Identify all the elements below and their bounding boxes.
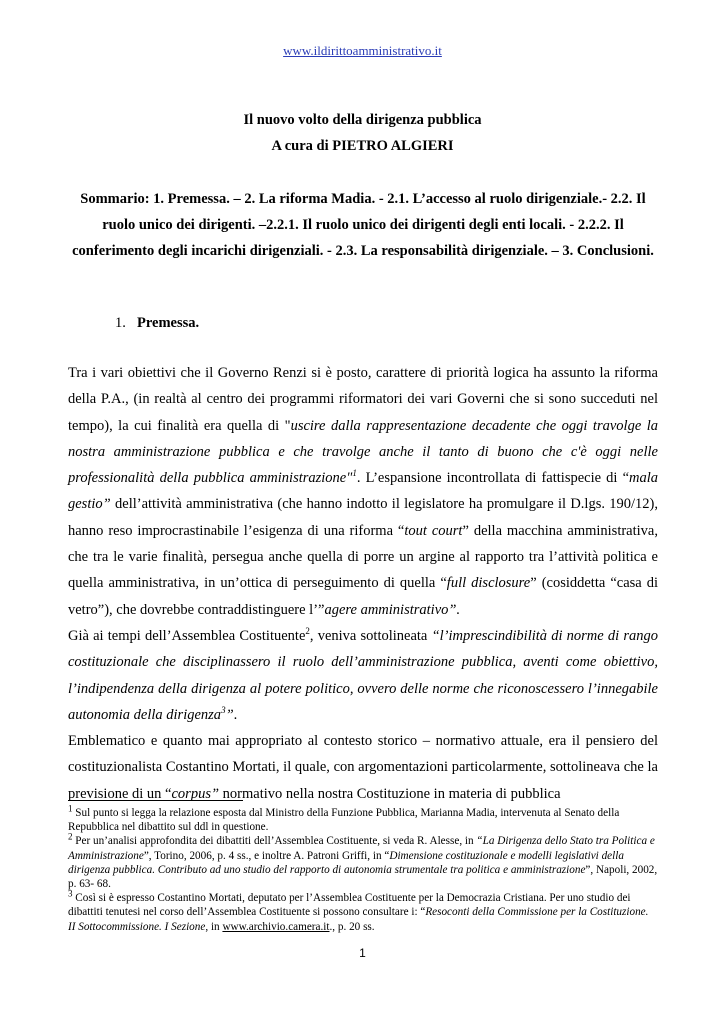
footnote-italic: “La Dirigenza dello Stato tra Politica e Amministrazione: [68, 835, 655, 862]
footnote: [68, 831, 658, 891]
footnote-ref[interactable]: 2: [305, 626, 310, 637]
section-number: 1.: [115, 315, 126, 331]
summary: [68, 186, 658, 264]
text-run: ” (cosiddetta “casa di vetro”), che dovrebbe contraddistinguere l’”: [68, 575, 659, 618]
paragraph: [68, 360, 658, 623]
footnote-text: Per un’analisi approfondita dei dibattiti dell’Assemblea Costituente, si veda R. Alesse, in: [72, 835, 477, 848]
italic-term: mala gestio”: [68, 470, 658, 513]
header-url-link[interactable]: www.ildirittoamministrativo.it: [283, 43, 442, 58]
footnote-italic: Dimensione costituzionale e modelli legislativi della dirigenza pubblica. Contributo ad uno studio del rapporto di autonomia strumentale tra politica e amministrazione: [68, 849, 624, 876]
footnotes: [68, 803, 658, 934]
text-run: Emblematico e quanto mai appropriato al contesto storico – normativo attuale, era il pensiero del costituzionalista Costantino Mortati, il quale, con argomentazioni particolarmente, sottolineava che la previsione di un “: [68, 733, 658, 802]
document-author: A cura di PIETRO ALGIERI: [271, 138, 454, 154]
footnote: [68, 803, 658, 834]
footnote: [68, 888, 658, 934]
text-run: dell’attività amministrativa (che hanno indotto il legislatore ha promulgare il D.lgs. 190/12), hanno reso improcrastinabile l’esigenza di una riforma “: [68, 496, 658, 539]
section-heading: [115, 315, 199, 332]
summary-line: conferimento degli incarichi dirigenziali. - 2.3. La responsabilità dirigenziale. – 3. Conclusioni.: [72, 243, 654, 259]
italic-quote: “l’imprescindibilità di norme di rango costituzionale che disciplinassero il ruolo dell’amministrazione pubblica, aventi come obiettivo, l’indipendenza della dirigenza al potere politico, ovvero delle norme che riconoscessero l’innegabile autonomia della dirigenza: [68, 627, 658, 723]
footnote-ref[interactable]: 3: [221, 705, 226, 716]
italic-term: full disclosure: [446, 575, 531, 592]
archive-link[interactable]: www.archivio.camera.it: [222, 920, 330, 933]
italic-quote: ”: [225, 706, 234, 723]
italic-quote: uscire dalla rappresentazione decadente che oggi travolge la nostra amministrazione pubblica e che travolge anche il tanto di buono che c'è oggi nelle professionalità della pubblica amministrazione": [68, 417, 658, 487]
text-run: Già ai tempi dell’Assemblea Costituente: [68, 627, 306, 644]
footnote-text: , in: [205, 920, 223, 933]
footnote-text: ., p. 20 ss.: [329, 920, 375, 933]
paragraph: [68, 623, 658, 728]
page-number: 1: [359, 946, 366, 960]
italic-term: corpus”: [171, 785, 220, 802]
italic-term: agere amministrativo”.: [324, 601, 461, 618]
body-text: [68, 360, 658, 807]
footnote-text: ”, Napoli, 2002, p. 63- 68.: [68, 863, 658, 891]
page-header: [0, 43, 725, 59]
footnote-text: Così si è espresso Costantino Mortati, deputato per l’Assemblea Costituente per la Democrazia Cristiana. Per uno studio dei dibattiti tenutesi nel corso dell’Assemblea Costituente si possono consultare i: “: [68, 892, 631, 919]
text-run: normativo nella nostra Costituzione in materia di pubblica: [219, 785, 561, 802]
footnote-number: 1: [68, 803, 73, 814]
text-run: , veniva sottolineata: [309, 627, 432, 644]
footnote-number: 3: [68, 888, 73, 899]
section-title: Premessa.: [137, 315, 200, 331]
text-run: ” della macchina amministrativa, che tra le varie finalità, persegua anche quella di porre un argine al rapporto tra l’attività politica e quella amministrativa, in un’ottica di perseguimento di quella “: [68, 522, 658, 592]
italic-term: tout court: [404, 522, 463, 539]
summary-line: Sommario: 1. Premessa. – 2. La riforma Madia. - 2.1. L’accesso al ruolo dirigenziale.- 2.2. Il: [80, 191, 646, 207]
summary-line: ruolo unico dei dirigenti. –2.2.1. Il ruolo unico dei dirigenti degli enti locali. - 2.2.2. Il: [102, 217, 624, 233]
footnote-italic: Resoconti della Commissione per la Costituzione. II Sottocommissione. I Sezione: [68, 906, 649, 933]
text-run: Tra i vari obiettivi che il Governo Renzi si è posto, carattere di priorità logica ha assunto la riforma della P.A., (in realtà al centro dei programmi riformatori dei vari Governi che si sono succeduti nel tempo), la cui finalità era quella di ": [68, 365, 658, 434]
footnote-text: ”, Torino, 2006, p. 4 ss., e inoltre A. Patroni Griffi, in “: [143, 849, 390, 862]
paragraph: [68, 728, 658, 807]
document-title: Il nuovo volto della dirigenza pubblica: [243, 112, 482, 128]
footnote-text: Sul punto si legga la relazione esposta dal Ministro della Funzione Pubblica, Marianna Madia, intervenuta al Senato della Repubblica nel dibattito sul ddl in questione.: [68, 807, 620, 834]
text-run: . L’espansione incontrollata di fattispecie di “: [356, 470, 629, 487]
text-run: .: [233, 706, 238, 723]
footnote-divider: [68, 800, 243, 801]
footnote-ref[interactable]: 1: [352, 468, 357, 479]
footnote-number: 2: [68, 831, 73, 842]
